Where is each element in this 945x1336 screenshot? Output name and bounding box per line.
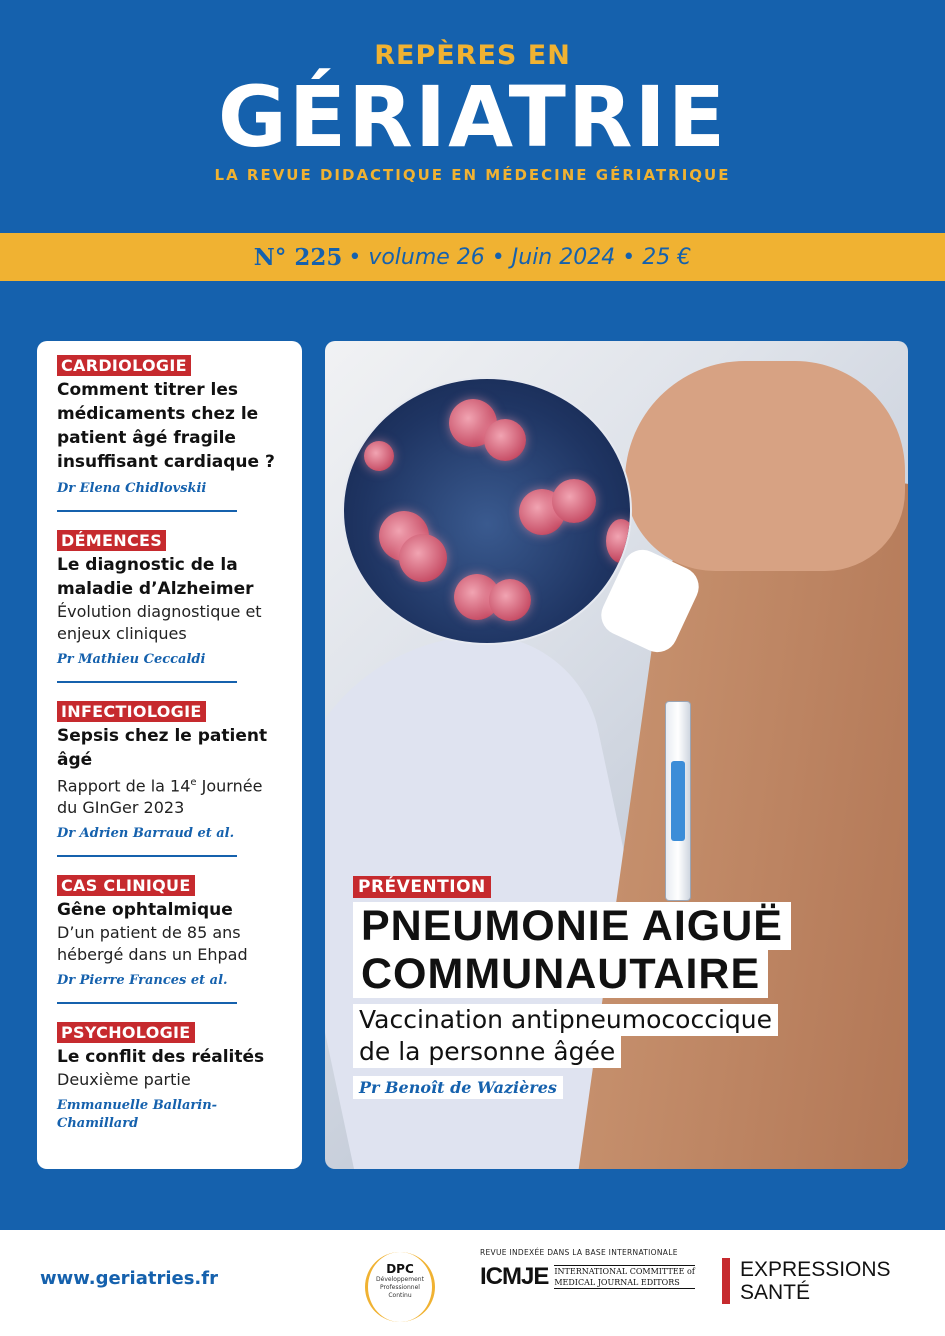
icmje-fullname-1: INTERNATIONAL COMMITTEE of bbox=[554, 1267, 695, 1276]
publisher-name-1: EXPRESSIONS bbox=[740, 1258, 891, 1281]
icmje-caption: REVUE INDEXÉE DANS LA BASE INTERNATIONALE bbox=[480, 1248, 678, 1257]
publisher-logo bbox=[722, 1258, 891, 1304]
contents-item-cas-clinique[interactable] bbox=[57, 875, 284, 1004]
icmje-wordmark: ICMJE bbox=[480, 1263, 549, 1290]
masthead-subtitle: LA REVUE DIDACTIQUE EN MÉDECINE GÉRIATRIQUE bbox=[214, 166, 731, 184]
article-author: Dr Adrien Barraud et al. bbox=[57, 826, 235, 842]
article-headline: Gêne ophtalmique bbox=[57, 900, 233, 921]
bacteria-cell bbox=[606, 519, 632, 563]
dpc-title: DPC bbox=[386, 1262, 414, 1276]
contents-item-demences[interactable] bbox=[57, 530, 284, 683]
category-badge: CARDIOLOGIE bbox=[57, 355, 191, 376]
masthead-title: GÉRIATRIE bbox=[217, 68, 728, 166]
contents-item-infectiologie[interactable] bbox=[57, 701, 284, 857]
bacteria-cell bbox=[552, 479, 596, 523]
masthead bbox=[0, 0, 945, 232]
dpc-subtitle-3: Continu bbox=[388, 1292, 412, 1299]
issue-bar bbox=[0, 233, 945, 281]
icmje-fullname-2: MEDICAL JOURNAL EDITORS bbox=[554, 1278, 680, 1287]
bacteria-cell bbox=[489, 579, 531, 621]
article-description: D’un patient de 85 ans hébergé dans un Ehpad bbox=[57, 923, 248, 965]
feature-author: Pr Benoît de Wazières bbox=[353, 1076, 563, 1099]
dpc-subtitle-2: Professionnel bbox=[380, 1284, 420, 1291]
website-link[interactable]: www.geriatries.fr bbox=[40, 1268, 218, 1289]
icmje-fullname bbox=[554, 1265, 694, 1289]
bacteria-cell bbox=[399, 534, 447, 582]
category-badge: INFECTIOLOGIE bbox=[57, 701, 206, 722]
article-headline: Le conflit des réalités bbox=[57, 1047, 265, 1068]
contents-item-psychologie[interactable] bbox=[57, 1022, 284, 1133]
contents-sidebar bbox=[37, 341, 302, 1169]
article-description-part-b: Journée du GInGer 2023 bbox=[57, 776, 263, 818]
section-divider bbox=[57, 510, 237, 512]
ordinal-suffix: e bbox=[190, 777, 197, 788]
article-headline: Sepsis chez le patient âgé bbox=[57, 726, 268, 770]
icmje-logo bbox=[480, 1248, 700, 1291]
publisher-logo-bar bbox=[722, 1258, 730, 1304]
needle-cap-shape bbox=[671, 761, 685, 841]
dpc-subtitle-1: Développement bbox=[376, 1276, 424, 1283]
bacteria-cell bbox=[364, 441, 394, 471]
article-author: Emmanuelle Ballarin-Chamillard bbox=[57, 1098, 218, 1132]
article-description: Évolution diagnostique et enjeux cliniques bbox=[57, 602, 262, 643]
section-divider bbox=[57, 855, 237, 857]
masthead-kicker: REPÈRES EN bbox=[374, 40, 571, 71]
section-divider bbox=[57, 681, 237, 683]
article-description-part-a: Rapport de la 14 bbox=[57, 776, 191, 796]
issue-number: N° 225 bbox=[253, 243, 343, 271]
category-badge: CAS CLINIQUE bbox=[57, 875, 195, 896]
article-author: Dr Elena Chidlovskii bbox=[57, 481, 207, 496]
category-badge: DÉMENCES bbox=[57, 530, 166, 551]
bacteria-cell bbox=[484, 419, 526, 461]
bacteria-micrograph bbox=[342, 377, 632, 645]
category-badge: PSYCHOLOGIE bbox=[57, 1022, 195, 1043]
section-divider bbox=[57, 1002, 237, 1004]
feature-category-badge: PRÉVENTION bbox=[353, 876, 491, 898]
feature-subtitle-line-1: Vaccination antipneumococcique bbox=[353, 1004, 778, 1036]
article-author: Pr Mathieu Ceccaldi bbox=[57, 652, 206, 667]
hand-shape bbox=[625, 361, 905, 571]
feature-title-line-2: COMMUNAUTAIRE bbox=[353, 950, 768, 998]
feature-title-line-1: PNEUMONIE AIGUË bbox=[353, 902, 791, 950]
article-headline: Le diagnostic de la maladie d’Alzheimer bbox=[57, 555, 254, 599]
contents-item-cardiologie[interactable] bbox=[57, 355, 284, 512]
feature-subtitle-line-2: de la personne âgée bbox=[353, 1036, 621, 1068]
publisher-name-2: SANTÉ bbox=[740, 1281, 811, 1304]
feature-article[interactable] bbox=[353, 876, 791, 1099]
issue-details: • volume 26 • Juin 2024 • 25 € bbox=[348, 244, 692, 270]
article-headline: Comment titrer les médicaments chez le patient âgé fragile insuffisant cardiaque ? bbox=[57, 380, 275, 472]
dpc-logo bbox=[365, 1252, 435, 1322]
article-description bbox=[57, 772, 284, 819]
article-description: Deuxième partie bbox=[57, 1070, 191, 1090]
footer bbox=[0, 1230, 945, 1336]
article-author: Dr Pierre Frances et al. bbox=[57, 973, 228, 989]
